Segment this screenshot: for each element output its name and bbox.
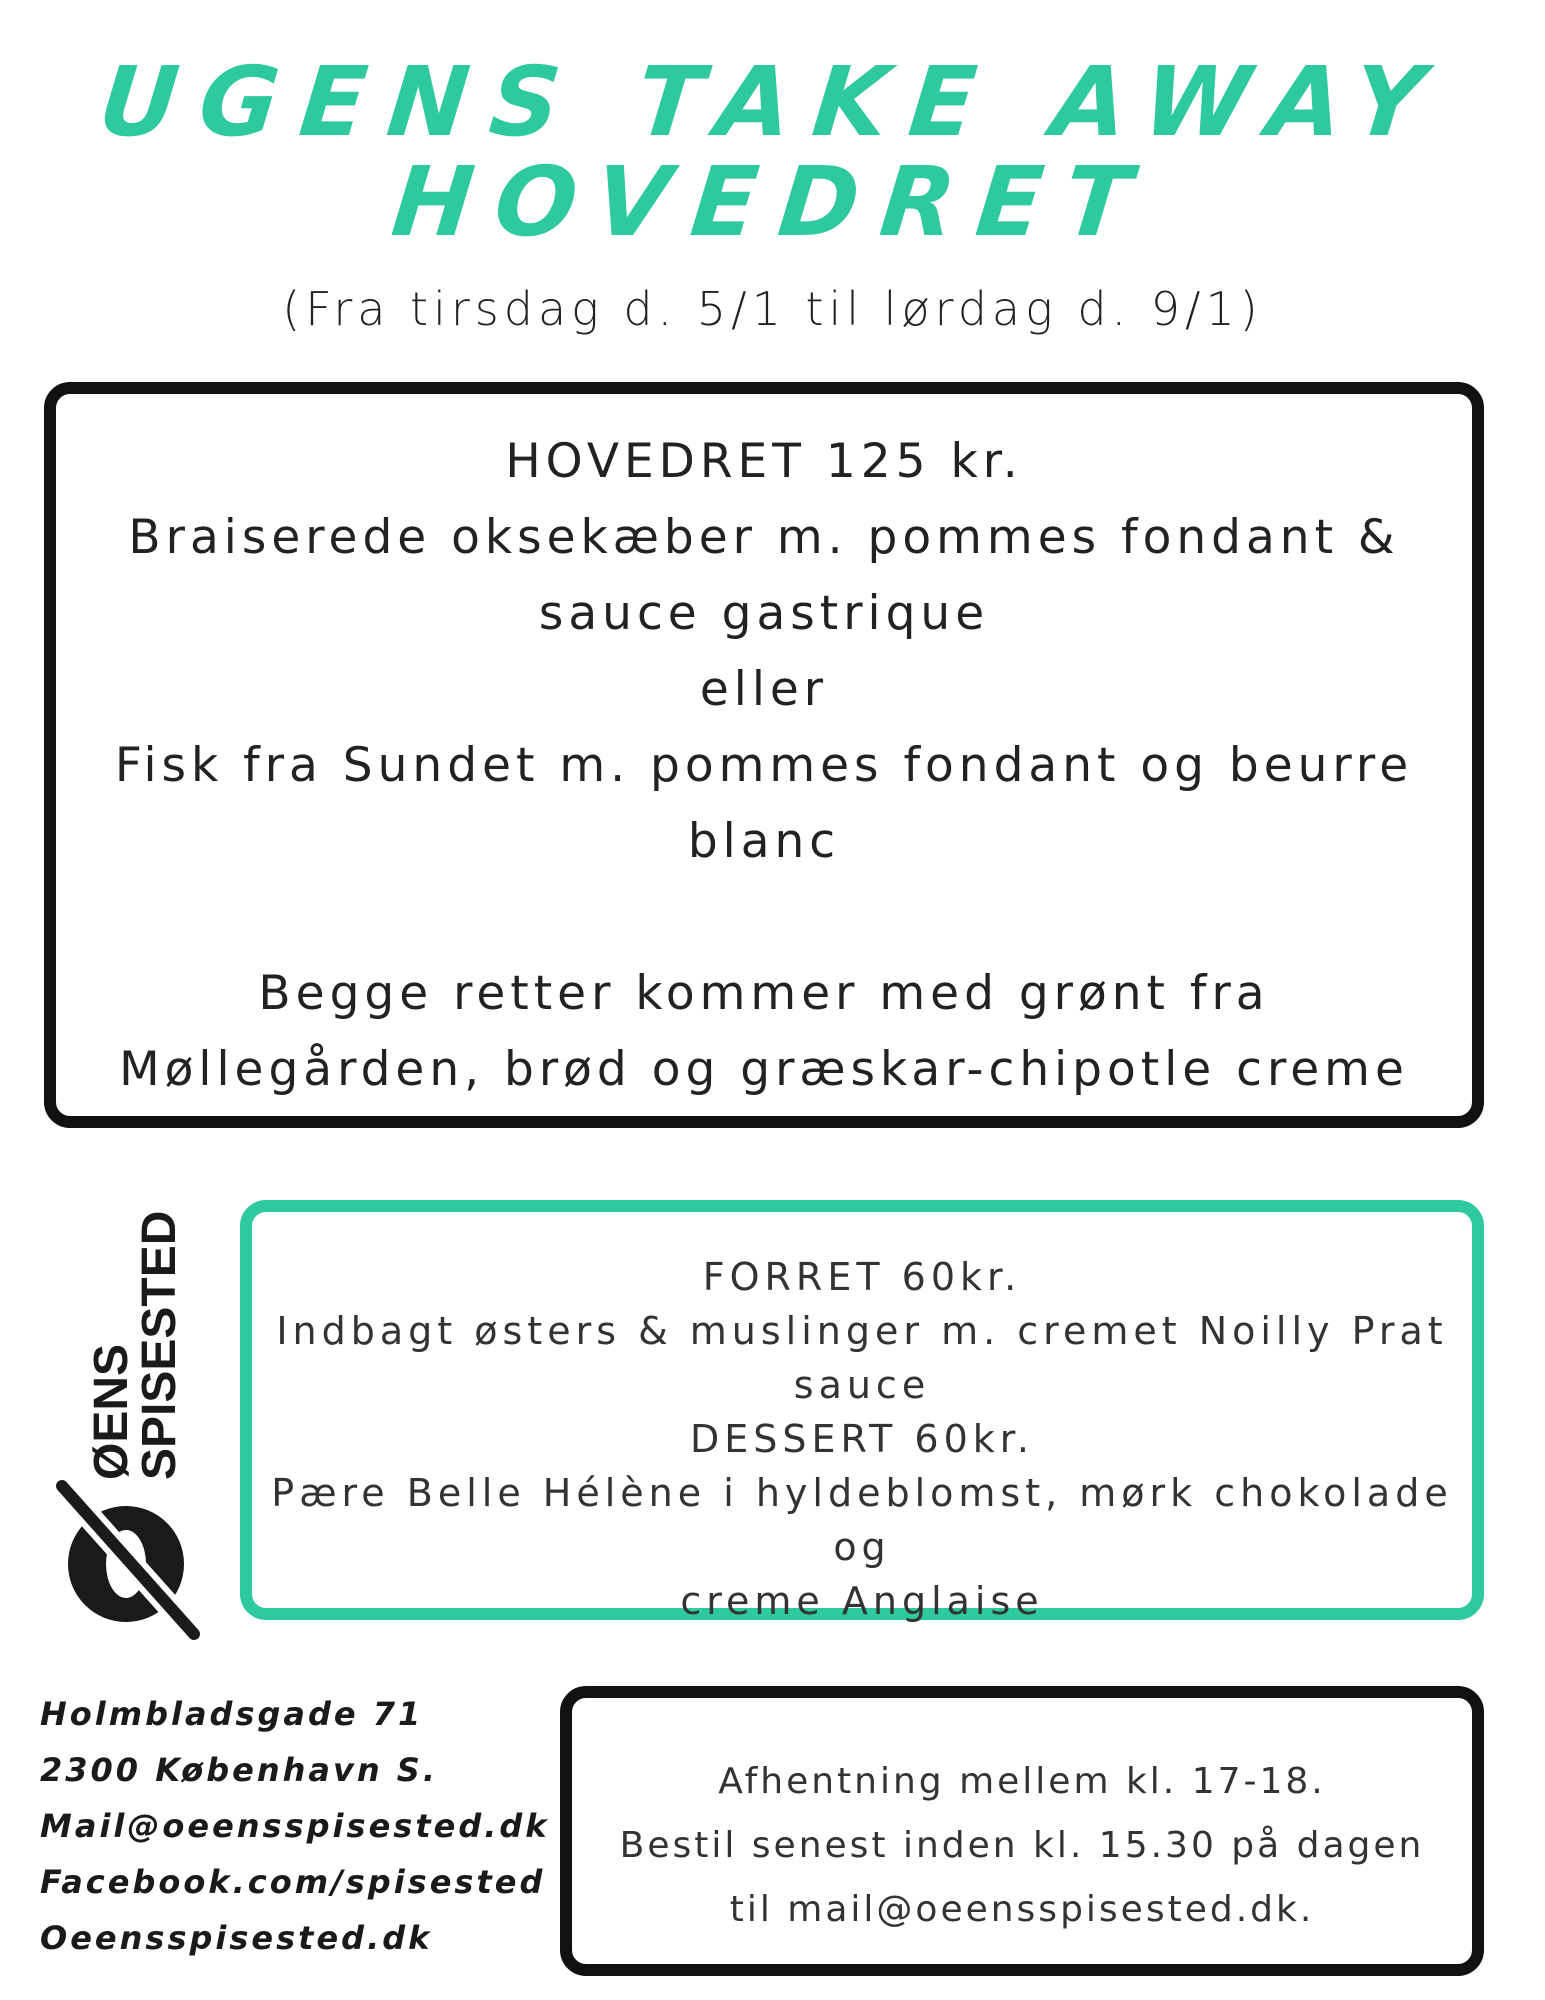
restaurant-logo xyxy=(48,1180,218,1640)
dish-2-line-1: Fisk fra Sundet m. pommes fondant og beurre xyxy=(114,738,1414,793)
contact-email: Mail@oeensspisested.dk xyxy=(40,1807,550,1845)
pickup-line-1: Afhentning mellem kl. 17-18. xyxy=(718,1761,1326,1802)
logo-wordmark xyxy=(48,1180,218,1480)
spacer xyxy=(56,880,1472,956)
contact-info xyxy=(40,1686,550,1966)
starter-dessert-box xyxy=(240,1200,1484,1623)
main-course-box xyxy=(44,382,1484,1128)
pickup-line-3: til mail@oeensspisested.dk. xyxy=(729,1889,1315,1930)
sides-note-line-1: Begge retter kommer med grønt fra xyxy=(258,966,1270,1021)
logo-word-spisested: SPISESTED xyxy=(133,1210,186,1480)
address-street: Holmbladsgade 71 xyxy=(40,1695,424,1733)
starter-line-1: Indbagt østers & muslinger m. cremet Noilly Prat xyxy=(276,1309,1448,1353)
address-city: 2300 København S. xyxy=(40,1751,438,1789)
o-slash-logo-icon xyxy=(48,1470,208,1640)
title-line-2: HOVEDRET xyxy=(387,146,1158,258)
logo-word-oens: ØENS xyxy=(85,1343,138,1480)
dish-separator: eller xyxy=(699,662,829,717)
dessert-heading: DESSERT 60kr. xyxy=(689,1417,1035,1461)
starter-line-2: sauce xyxy=(793,1363,931,1407)
dessert-line-1: Pære Belle Hélène i hyldeblomst, mørk chokolade og xyxy=(271,1471,1453,1569)
title-line-1: UGENS TAKE AWAY xyxy=(93,46,1452,158)
dish-2-line-2: blanc xyxy=(687,814,841,869)
pickup-info-box xyxy=(560,1686,1484,1976)
contact-website: Oeensspisested.dk xyxy=(40,1919,433,1957)
dish-1-line-1: Braiserede oksekæber m. pommes fondant & xyxy=(128,510,1400,565)
contact-facebook: Facebook.com/spisested xyxy=(40,1863,546,1901)
sides-note-line-2: Møllegården, brød og græskar-chipotle creme xyxy=(119,1042,1409,1097)
dessert-line-2: creme Anglaise xyxy=(680,1579,1044,1623)
starter-heading: FORRET 60kr. xyxy=(702,1255,1022,1299)
date-range: (Fra tirsdag d. 5/1 til lørdag d. 9/1) xyxy=(282,282,1263,336)
dish-1-line-2: sauce gastrique xyxy=(538,586,990,641)
main-course-heading: HOVEDRET 125 kr. xyxy=(505,434,1023,489)
pickup-line-2: Bestil senest inden kl. 15.30 på dagen xyxy=(619,1825,1425,1866)
